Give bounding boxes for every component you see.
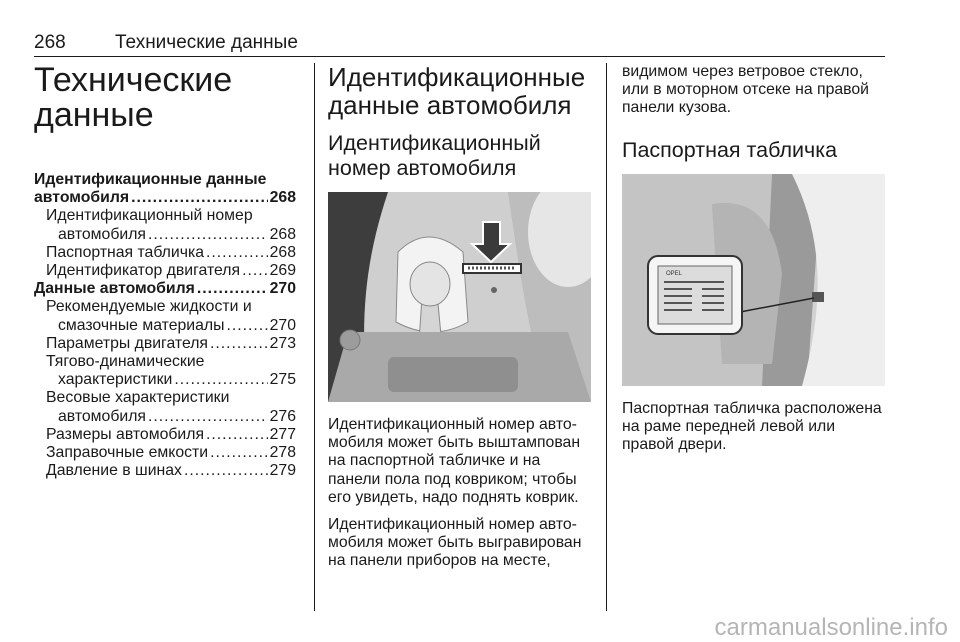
text-line: панели кузова. (622, 99, 731, 117)
toc-page-number: 269 (269, 262, 296, 280)
toc-entry[interactable] (34, 426, 296, 444)
subsection-title-plate: Паспортная табличка (622, 137, 838, 162)
toc-page-number: 279 (269, 462, 296, 480)
toc-entry[interactable] (34, 335, 296, 353)
running-title: Технические данные (115, 32, 298, 53)
toc-entry-leader-row (34, 444, 296, 462)
text-line: на раме передней левой или (622, 417, 836, 435)
toc-entry-text: Заправочные емкости (46, 444, 209, 462)
toc-entry-leader-row (34, 226, 296, 244)
chapter-title-line: Технические (34, 61, 233, 99)
toc-entry-leader-row (34, 280, 296, 298)
text-line: его увидеть, надо поднять коврик. (328, 488, 579, 506)
vin-floor-figure (328, 192, 591, 402)
toc-entry-text: смазочные материалы (58, 316, 225, 334)
dot-leader (206, 244, 268, 262)
toc-entry-leader-row (34, 244, 296, 262)
watermark: carmanualsonline.info (714, 614, 948, 641)
text-line: Идентификационный номер авто- (328, 416, 577, 433)
toc-page-number: 278 (269, 444, 296, 462)
dot-leader (148, 226, 268, 244)
subsection-title-line: номер автомобиля (328, 156, 517, 180)
dot-leader (131, 189, 268, 207)
toc-page-number: 277 (269, 425, 296, 443)
page-number: 268 (34, 32, 66, 53)
plate-door-figure (622, 174, 885, 386)
toc-entry-text: автомобиля (34, 189, 130, 207)
toc-page-number: 268 (269, 225, 296, 243)
subsection-title-line: Идентификационный (328, 131, 541, 155)
toc-entry-text: Весовые характеристики (46, 389, 230, 407)
section-title-line: Идентификационные (328, 62, 586, 92)
toc-entry-text: Тягово-динамические (46, 353, 205, 371)
toc-entry-leader-row (34, 317, 296, 335)
toc-entry-text: Идентификационные данные (34, 171, 267, 188)
toc-entry-text: Размеры автомобиля (46, 425, 204, 443)
toc-entry-leader-row (34, 335, 296, 353)
text-line: мобиля может быть выгравирован (328, 534, 582, 552)
toc-entry-text: характеристики (58, 371, 173, 389)
toc-entry[interactable] (34, 280, 296, 298)
toc-entry-text: Рекомендуемые жидкости и (46, 298, 252, 316)
text-line: панели пола под ковриком; чтобы (328, 470, 577, 488)
dot-leader (197, 280, 268, 298)
text-line: Паспортная табличка расположена (622, 399, 882, 417)
toc-entry[interactable] (34, 298, 296, 334)
toc-entry[interactable] (34, 207, 296, 243)
toc-entry-text: автомобиля (58, 407, 146, 425)
dot-leader (210, 335, 268, 353)
plate-paragraph (622, 400, 887, 455)
vin-paragraph-continued (622, 63, 887, 118)
text-line: видимом через ветровое стекло, (622, 63, 863, 80)
plate-column (622, 63, 887, 463)
text-line: на паспортной табличке и на (328, 452, 541, 470)
dot-leader (206, 426, 268, 444)
text-line: Идентификационный номер авто- (328, 516, 577, 534)
plate-brand-text: OPEL (666, 270, 683, 277)
toc-entry-leader-row (34, 371, 296, 389)
text-line: правой двери. (622, 436, 727, 454)
toc-entry[interactable] (34, 444, 296, 462)
toc-entry[interactable] (34, 171, 296, 207)
toc-page-number: 268 (269, 243, 296, 261)
toc-entry-text: Данные автомобиля (34, 280, 195, 298)
toc-entry-leader-row (34, 262, 296, 280)
toc-entry[interactable] (34, 353, 296, 389)
text-line: мобиля может быть выштампован (328, 434, 581, 452)
toc-entry[interactable] (34, 462, 296, 480)
table-of-contents (34, 171, 296, 480)
toc-page-number: 275 (269, 371, 296, 389)
toc-page-number: 273 (269, 334, 296, 352)
toc-page-number: 276 (269, 407, 296, 425)
dot-leader (174, 371, 267, 389)
chapter-title-line: данные (34, 96, 154, 134)
toc-page-number: 268 (269, 189, 296, 207)
dot-leader (184, 462, 268, 480)
vin-paragraph-2 (328, 516, 591, 571)
toc-entry-text: Давление в шинах (46, 462, 182, 480)
toc-entry-leader-row (34, 426, 296, 444)
text-line: на панели приборов на месте, (328, 552, 551, 570)
toc-entry-text: Паспортная табличка (46, 243, 204, 261)
toc-page-number: 270 (269, 280, 296, 298)
subsection-title-vin (328, 131, 591, 181)
text-line: или в моторном отсеке на правой (622, 81, 870, 99)
toc-column (34, 63, 296, 480)
header-rule (34, 56, 885, 57)
vin-column (328, 63, 591, 580)
toc-entry[interactable] (34, 389, 296, 425)
toc-entry[interactable] (34, 244, 296, 262)
dot-leader (242, 262, 268, 280)
toc-entry[interactable] (34, 262, 296, 280)
section-title (328, 63, 591, 119)
vin-paragraph-1 (328, 416, 591, 507)
toc-entry-leader-row (34, 189, 296, 207)
toc-entry-text: Идентификатор двигателя (46, 262, 241, 280)
dot-leader (226, 317, 267, 335)
section-title-line: данные автомобиля (328, 90, 572, 120)
toc-entry-text: Параметры двигателя (46, 334, 208, 352)
column-divider-2 (606, 63, 607, 611)
toc-page-number: 270 (269, 316, 296, 334)
dot-leader (148, 408, 268, 426)
toc-entry-text: Идентификационный номер (46, 207, 253, 225)
chapter-title (34, 63, 296, 133)
toc-entry-text: автомобиля (58, 225, 146, 243)
toc-entry-leader-row (34, 408, 296, 426)
column-divider-1 (314, 63, 315, 611)
dot-leader (210, 444, 268, 462)
toc-entry-leader-row (34, 462, 296, 480)
